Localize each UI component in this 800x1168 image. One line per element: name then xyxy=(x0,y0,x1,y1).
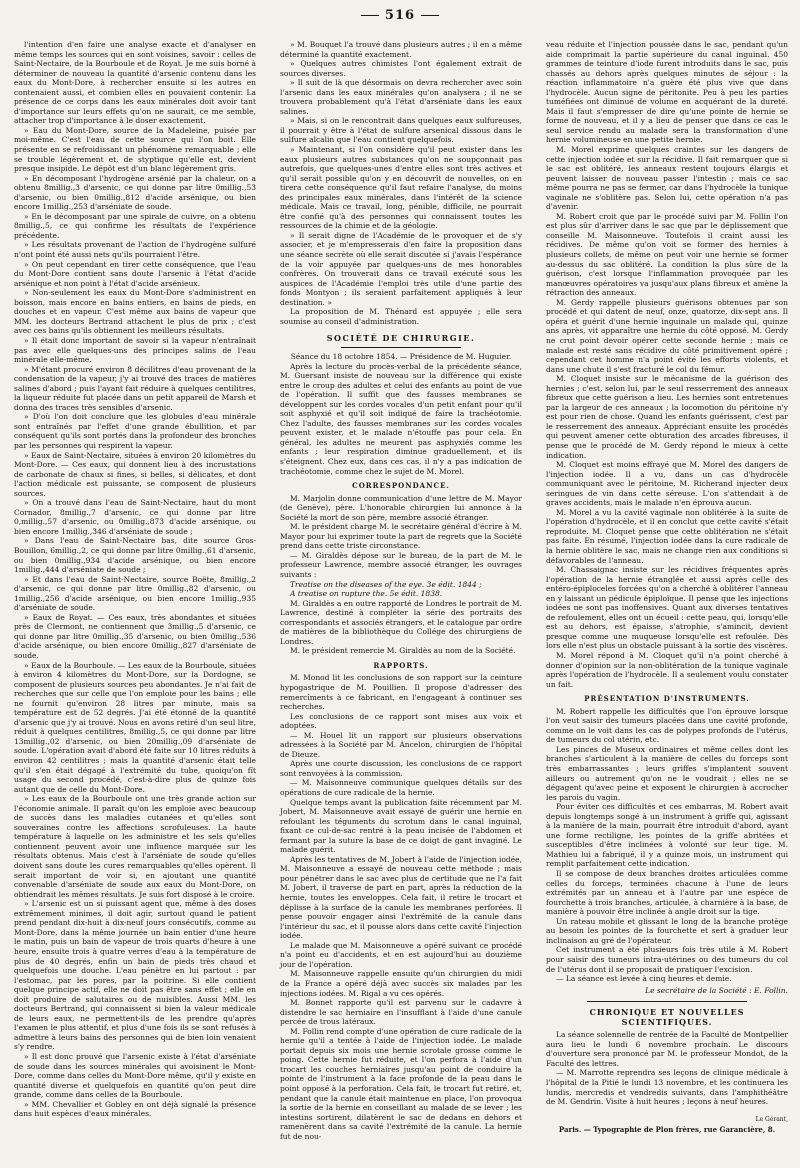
paragraph: » M'étant procuré environ 8 décilitres d'eau provenant de la condensation de la vapeur, j'y ai trouvé des traces de matières salines d'abord ; puis l'ayant fait réduire à quelques centilitres, la liqueur réduite fut placée dans un petit appareil de Marsh et donna des traces très sensibles d'arsenic. xyxy=(14,364,256,412)
paragraph: — M. Marrotte reprendra ses leçons de clinique médicale à l'hôpital de la Pitié le lundi 13 novembre, et les continuera les lundis, mercredis et vendredis suivants, dans l'amphithéâtre de M. Gendrin. Visite à huit heures ; leçons à neuf heures. xyxy=(546,1068,788,1107)
paragraph: Un rateau mobile et glissant le long de la branche protège au besoin les pointes de la fourchette et sert à graduer leur inclinaison au gré de l'opérateur. xyxy=(546,916,788,945)
paragraph: » Eau du Mont-Dore, source de la Madeleine, puisée par moi-même. C'est l'eau de cette source qui l'on boit. Elle présente en se refroidissant un phénomène remarquable ; elle se trouble légèrement et, de styptique qu'elle est, devient presque insipide. Le dépôt est d'un blanc légèrement gris. xyxy=(14,125,256,174)
paragraph: M. Giraldès a en outre rapporté de Londres le portrait de M. Lawrence, destiné à compléter la série des portraits des correspondants et associés étrangers, et le catalogue par ordre de matières de la bibliothèque du Collége des chirurgiens de Londres. xyxy=(280,598,522,646)
seance-end: — La séance est levée à cinq heures et demie. xyxy=(556,974,732,984)
paragraph: Cet instrument a été plusieurs fois très utile à M. Robert pour saisir des tumeurs intra-utérines ou des tumeurs du col de l'utérus dont il se proposait de pratiquer l'excision. xyxy=(546,945,788,974)
paragraph: M. Chassaignac insiste sur les récidives fréquentes après l'opération de la hernie étranglée et aussi après celle des entéro-épiploceles forcées qu'on a cherché à oblitérer l'anneau en y laissant un pédicule épiploïque. Il pense que les injections iodées ne sont pas inoffensives. Quant aux diverses tentatives de refoulement, elles ont un écueil : cette peau, qui, lorsqu'elle est au dehors, est épaisse, s'atrophie, s'amincit, devient presque comme une muqueuse lorsqu'elle est refoulée. Dès lors elle n'est plus un obstacle puissant à la sortie des viscères. xyxy=(546,565,788,651)
paragraph: » Eaux de Royat. — Ces eaux, très abondantes et situées près de Clermont, ne contiennent que 3millig.,5 d'arsenic, ce qui donne par litre 0millig.,35 d'arsenic, ou bien 0millig.,536 d'acide arsénique, ou bien encore 0millig.,827 d'arséniate de soude. xyxy=(14,612,256,660)
book-title: A treatise on rupture the. 5e édit. 1838. xyxy=(290,589,443,599)
paragraph: veau réduite et l'injection poussée dans le sac, pendant qu'un aide comprimait la partie supérieure du canal inguinal. 450 grammes de teinture d'iode furent introduits dans le sac, puis chassés au dehors après quelques minutes de séjour : la réaction inflammatoire n'a guère été plus vive que dans l'hydrocèle. Aucun signe de péritonite. Peu à peu les parties tuméfiées ont diminué de volume en acquérant de la dureté. Mais il faut s'empresser de dire qu'une pointe de hernie se forme de nouveau, et il y a lieu de penser que dans ce cas le seul service rendu au malade sera la transformation d'une hernie volumineuse en une petite hernie. xyxy=(546,40,788,145)
section-title-correspondance: CORRESPONDANCE. xyxy=(352,481,450,491)
paragraph: — M. Maisonneuve communique quelques détails sur des opérations de cure radicale de la hernie. xyxy=(280,778,522,798)
paragraph: M. Robert croit que par le procédé suivi par M. Follin l'on est plus sûr d'arriver dans le sac que par le déplissement que conseille M. Maisonneuve. Toutefois il craint aussi les récidives. De même qu'on voit se former des hernies à plusieurs collets, de même on peut voir une hernie se former au-dessus du sac oblitéré. La condition la plus sûre de la guérison, c'est lorsque l'inflammation provoquée par les manœuvres opératoires va jusqu'aux plans fibreux et amène la rétraction des anneaux. xyxy=(546,211,788,298)
paragraph: M. Monod lit les conclusions de son rapport sur la ceinture hypogastrique de M. Pouillien. Il propose d'adresser des remercîments à ce fabricant, en l'engageant à continuer ses recherches. xyxy=(280,673,522,712)
paragraph: M. Robert rappelle les difficultés que l'on éprouve lorsque l'on veut saisir des tumeurs placées dans une cavité profonde, comme on le voit dans les cas de polypes profonds de l'utérus, de tumeurs du col utérin, etc. xyxy=(546,706,788,745)
paragraph: M. le président charge M. le secrétaire général d'écrire à M. Mayor pour lui exprimer toute la part de regrets que la Société prend dans cette triste circonstance. xyxy=(280,522,522,551)
paragraph: M. Follin rend compte d'une opération de cure radicale de la hernie qu'il a tentée à l'aide de l'injection iodée. Le malade portait depuis six mois une hernie scrotale grosse comme le poing. Cette hernie fut réduite, et l'on perfora à l'aide d'un trocart les couches herniaires jusqu'au point de conduire la pointe de l'instrument à la face profonde de la peau dans le point opposé à la perforation. Cela fait, le trocart fut retiré, et, pendant que la canule était maintenue en place, l'on provoqua la sortie de la hernie en conseillant au malade de se lever ; les intestins sortirent, dilatèrent le sac de dedans en dehors et ramenèrent dans sa cavité l'extrémité de la canule. La hernie fut de nou- xyxy=(280,1026,522,1141)
paragraph: » L'arsenic est un si puissant agent que, même à des doses extrêmement minimes, il doit agir, surtout quand le patient prend pendant dix-huit à dix-neuf jours consécutifs, comme au Mont-Dore, dans la même journée un bain entier d'une heure le matin, puis un bain de vapeur de trois quarts d'heure à une heure, ensuite trois à quatre verres d'eau à la température de plus de 40 degrés, enfin un bain de pieds très chaud et quelquefois une douche. L'eau pénètre en lui partout : par l'estomac, par les pores, par la poitrine. Si elle contient quelque principe actif, elle ne doit pas être sans effet ; elle en doit produire de salutaires ou de nuisibles. Aussi MM. les docteurs Bertrand, qui connaissent si bien la valeur médicale de leurs eaux, ne permettent-ils de les prendre qu'après l'examen le plus attentif, et plus d'une fois ils se sont refusés à admettre à leurs bains des personnes qui de bien loin venaient s'y rendre. xyxy=(14,899,256,1052)
paragraph: Les pinces de Museux ordinaires et même celles dont les branches s'articulent à la manière de celles du forceps sont très embarrassantes ; leurs griffes s'implantent souvent ailleurs ou autrement qu'on ne le voudrait ; elles ne se dégagent qu'avec peine et exposent le chirurgien à accrocher les parois du vagin. xyxy=(546,744,788,802)
book-title: Treatise on the diseases of the eye. 3e édit. 1844 ; xyxy=(290,579,482,589)
paragraph: l'intention d'en faire une analyse exacte et d'analyser en même temps les sources qui en sont voisines, savoir : celles de Saint-Nectaire, de la Bourboule et de Royat. Je me suis borné à déterminer de nouveau la quantité d'arsenic contenu dans les eaux du Mont-Dore, à rechercher ensuite si les autres en contenaient aussi, et combien elles en pouvaient contenir. La présence de ce corps dans les eaux minérales doit avoir tant d'importance sur leurs effets qu'on ne saurait, ce me semble, attacher trop d'importance à le doser exactement. xyxy=(14,40,256,126)
column-2 xyxy=(280,40,522,1141)
paragraph: » Eaux de la Bourboule. — Les eaux de la Bourboule, situées à environ 4 kilomètres du Mont-Dore, sur la Dordogne, se composent de plusieurs sources peu abondantes. Je n'ai fait de recherches que sur celle que l'on emploie pour les bains ; elle ne fournit qu'environ 28 litres par minute, mais sa température est de 52 degrés. J'ai été étonné de la quantité d'arsenic que j'y ai trouvé. Nous en avons retiré d'un seul litre, réduit à quelques centilitres, 8millig.,5, ce qui donne par litre 13millig.,02 d'arsenic, ou bien 20millig.,09 d'arséniate de soude. L'opération avait d'abord été faite sur 10 litres réduits à environ 42 centilitres ; mais la quantité d'arsenic était telle qu'il s'en était dégagé à l'extrémité du tube, quoiqu'on fît usage du second procédé, c'est-à-dire plus de quinze fois autant que de celle du Mont-Dore. xyxy=(14,660,256,794)
paragraph: Après la lecture du procès-verbal de la précédente séance, M. Guersant insiste de nouveau sur la différence qui existe entre le croup des adultes et celui des enfants au point de vue de l'opération. Il suffit que des fausses membranes se développent sur les cordes vocales d'un petit enfant pour qu'il soit asphyxié et qu'il soit indiqué de faire la trachéotomie. Chez l'adulte, des fausses membranes sur les cordes vocales peuvent exister, et le malade n'étouffe pas pour cela. En général, les adultes ne meurent pas asphyxiés comme les enfants ; leur respiration diminue graduellement, et ils s'éteignent. Chez eux, dans ces cas, il n'y a pas indication de trachéotomie, comme chez le sujet de M. Morel. xyxy=(280,361,522,476)
paragraph: » M. Bouquet l'a trouvé dans plusieurs autres ; il en a même déterminé la quantité exactement. xyxy=(280,40,522,59)
paragraph: » Quelques autres chimistes l'ont également extrait de sources diverses. xyxy=(280,59,522,78)
paragraph: » Eaux de Saint-Nectaire, situées à environ 20 kilomètres du Mont-Dore. — Ces eaux, qui donnent lieu à des incrustations de carbonate de chaux si fines, si belles, si délicates, et dont l'action médicale est puissante, se composent de plusieurs sources. xyxy=(14,450,256,498)
paragraph: M. Cloquet est moins effrayé que M. Morel des dangers de l'injection iodée. Il a vu, dans un cas d'hydrocèle communiquant avec le péritoine, M. Richerand injecter deux seringues de vin dans cette séreuse. L'on s'attendait à de graves accidents, mais le malade n'en éprouva aucun. xyxy=(546,460,788,508)
paragraph: » Les eaux de la Bourboule ont une très grande action sur l'économie animale. Il paraît qu'on les emploie avec beaucoup de succès dans les maladies cutanées et qu'elles sont souveraines contre les affections scrofuleuses. La haute température à laquelle on les administre et les sels qu'elles contiennent peuvent avoir une influence marquée sur les résultats obtenus. Mais c'est à l'arséniate de soude qu'elles doivent sans doute les cures remarquables qu'elles opèrent. Il serait important de voir si, en ajoutant une quantité convenable d'arséniate de soude aux eaux du Mont-Dore, on obtiendrait les mêmes résultats. Je suis fort disposé à le croire. xyxy=(14,794,256,899)
section-title-rapports: RAPPORTS. xyxy=(373,660,429,670)
column-3 xyxy=(546,40,788,1135)
paragraph: » MM. Chevallier et Gobley en ont déjà signalé la présence dans huit espèces d'eaux minérales. xyxy=(14,1099,256,1119)
page-number: 516 xyxy=(0,8,800,23)
paragraph: M. Maisonneuve rappelle ensuite qu'un chirurgien du midi de la France a opéré déjà avec succès six malades par les injections iodées. M. Rigal a vu ces opérés. xyxy=(280,969,522,998)
paragraph: Après une courte discussion, les conclusions de ce rapport sont renvoyées à la commission. xyxy=(280,759,522,778)
paragraph: » Il était donc important de savoir si la vapeur n'entraînait pas avec elle quelques-uns des principes salins de l'eau minérale elle-même. xyxy=(14,335,256,365)
paragraph: » Mais, si on le rencontrait dans quelques eaux sulfureuses, il pourrait y être à l'état de sulfure arsenical dissous dans le sulfure alcalin que l'eau contient quelquefois. xyxy=(280,116,522,145)
paragraph: » On peut cependant en tirer cette conséquence, que l'eau du Mont-Dore contient sans doute l'arsenic à l'état d'acide arsénique et non point à l'état d'acide arsénieux. xyxy=(14,259,256,288)
paragraph: La proposition de M. Thénard est appuyée ; elle sera soumise au conseil d'administration. xyxy=(280,307,522,326)
secretary-signature: Le secrétaire de la Société : E. Follin. xyxy=(645,985,788,995)
paragraph: Il se compose de deux branches droites articulées comme celles du forceps, terminées chacune à l'une de leurs extrémités par un anneau et à l'autre par une espèce de fourchette à trois branches, articulée, à charnière à la base, de manière à pouvoir être inclinée à angle droit sur la tige. xyxy=(546,869,788,917)
section-title-chronique: CHRONIQUE ET NOUVELLES SCIENTIFIQUES. xyxy=(589,1007,745,1027)
section-title-society: SOCIÉTÉ DE CHIRURGIE. xyxy=(280,334,522,348)
paragraph: M. Bonnet rapporte qu'il est parvenu sur le cadavre à distendre le sac herniaire en l'insufflant à l'aide d'une canule percée de trous latéraux. xyxy=(280,998,522,1027)
paragraph: » Dans l'eau de Saint-Nectaire bas, dite source Gros-Bouillon, 6millig.,2, ce qui donne par litre 0millig.,61 d'arsenic, ou bien 0millig.,934 d'acide arsénique, ou bien encore 1millig.,444 d'arséniate de soude ; xyxy=(14,536,256,575)
paragraph: » En le décomposant par une spirale de cuivre, on a obtenu 8millig.,5, ce qui confirme les résultats de l'expérience précédente. xyxy=(14,211,256,240)
paragraph: M. le président remercie M. Giraldès au nom de la Société. xyxy=(290,646,516,656)
paragraph: Le malade que M. Maisonneuve a opéré suivant ce procédé n'a point eu d'accidents, et en est aujourd'hui au douzième jour de l'opération. xyxy=(280,940,522,969)
paragraph: La séance solennelle de rentrée de la Faculté de Montpellier aura lieu le lundi 6 novembre prochain. Le discours d'ouverture sera prononcé par M. le professeur Mondot, de la Faculté des lettres. xyxy=(546,1030,788,1068)
paragraph: » On a trouvé dans l'eau de Saint-Nectaire, haut du mont Cornador, 8millig.,7 d'arsenic, ce qui donne par litre 0,millig.,57 d'arsenic, ou 0millig.,873 d'acide arsénique, ou bien encore 1millig.,346 d'arséniate de soude ; xyxy=(14,498,256,536)
printer-line: Paris. — Typographie de Plon frères, rue Garancière, 8. xyxy=(558,1125,776,1135)
paragraph: » Et dans l'eau de Saint-Nectaire, source Boëte, 8millig.,2 d'arsenic, ce qui donne par litre 0millig.,82 d'arsenic, ou 1millig.,256 d'acide arsénique, ou bien encore 1millig.,935 d'arséniate de soude. xyxy=(14,574,256,613)
column-1 xyxy=(14,40,256,1120)
paragraph: Les conclusions de ce rapport sont mises aux voix et adoptées. xyxy=(280,711,522,731)
paragraph: M. Gerdy rappelle plusieurs guérisons obtenues par son procédé et qui datent de neuf, onze, quatorze, dix-sept ans. Il opéra et guérit d'une hernie inguinale un malade qui, quinze ans après, vit apparaître une hernie du côté opposé. M. Gerdy ne crut point devoir opérer cette seconde hernie ; mais ce malade est resté sans récidive du côté primitivement opéré ; cependant cet homme n'a point évité les efforts violents, et dans une chute il s'est fracturé le col du fémur. xyxy=(546,297,788,374)
paragraph: M. Marjolin donne communication d'une lettre de M. Mayor (de Genève), père. L'honorable chirurgien lui annonce à la Société la mort de son père, membre associé étranger. xyxy=(280,493,522,522)
paragraph: Après les tentatives de M. Jobert à l'aide de l'injection iodée, M. Maisonneuve a essayé de nouveau cette méthode ; mais pour pénétrer dans le sac avec plus de certitude que ne l'a fait M. Jobert, il traverse de part en part, après la réduction de la hernie, toutes les enveloppes. Cela fait, il retire le trocart et déplisse à la surface de la canule les membranes perforées. Il pense pouvoir engager ainsi l'extrémité de la canule dans l'intérieur du sac, et il pousse alors dans cette cavité l'injection iodée. xyxy=(280,854,522,941)
paragraph: » En décomposant l'hydrogène arsénié par la chaleur, on a obtenu 8millig.,3 d'arsenic, ce qui donne par litre 0millig.,53 d'arsenic, ou bien 0millig.,812 d'acide arsénique, ou bien encore 1millig.,253 d'arséniate de soude. xyxy=(14,173,256,212)
paragraph: Pour éviter ces difficultés et ces embarras, M. Robert avait depuis longtemps songé à un instrument à griffe qui, agissant à la manière de la main, pourrait être introduit d'abord, ayant une forme rectiligne, les pointes de la griffe abritées et susceptibles d'être inclinées à volonté sur leur tige. M. Mathieu lui a fabriqué, il y a quinze mois, un instrument qui remplit parfaitement cette indication. xyxy=(546,802,788,869)
paragraph: — M. Giraldès dépose sur le bureau, de la part de M. le professeur Lawrence, membre associé étranger, les ouvrages suivants : xyxy=(280,550,522,579)
paragraph: — M. Houel lit un rapport sur plusieurs observations adressées à la Société par M. Ancelon, chirurgien de l'hôpital de Dieuze. xyxy=(280,730,522,759)
paragraph: » Non-seulement les eaux du Mont-Dore s'administrent en boisson, mais encore en bains entiers, en bains de pieds, en douches et en vapeur. C'est même aux bains de vapeur que MM. les docteurs Bertrand attachent le plus de prix ; c'est avec ces bains qu'ils obtiennent les meilleurs résultats. xyxy=(14,288,256,336)
paragraph: M. Cloquet insiste sur le mécanisme de la guérison des hernies ; c'est, selon lui, par le seul resserrement des anneaux fibreux que cette guérison a lieu. Les hernies sont entretenues par la largeur de ces anneaux ; la locomotion du péritoine n'y est pour rien de chose. Quand les enfants guérissent, c'est par le resserrement des anneaux. Appréciant ensuite les procédés qui peuvent amener cette obturation des arcades fibreuses, il pense que le procédé de M. Gerdy répond le mieux à cette indication. xyxy=(546,374,788,460)
paragraph: M. Morel répond à M. Cloquet qu'il n'a point cherché à donner d'opinion sur la non-oblitération de la tunique vaginale après l'opération de l'hydrocèle. Il a seulement voulu constater un fait. xyxy=(546,651,788,689)
paragraph: » Il est donc prouvé que l'arsenic existe à l'état d'arséniate de soude dans les sources minérales qui avoisinent le Mont-Dore, comme dans celles du Mont-Dore même, qu'il y existe en quantité diverse et quelquefois en quantité qu'on peut dire grande, comme dans celles de la Bourboule. xyxy=(14,1051,256,1100)
paragraph: » Maintenant, si l'on considère qu'il peut exister dans les eaux plusieurs autres substances qu'on ne soupçonnait pas autrefois, que quelques-unes d'entre elles sont très actives et qu'il serait possible qu'on y en découvrît de nouvelles, on en tirera cette conséquence qu'il faut refaire l'analyse, du moins des principales eaux minérales, dans l'intérêt de la science médicale. Mais ce travail, long, pénible, difficile, ne pourrait être confié qu'à des personnes qui connaissent toutes les ressources de la chimie et de la géologie. xyxy=(280,145,522,231)
paragraph: » Les résultats provenant de l'action de l'hydrogène sulfuré n'ont point été aussi nets qu'ils pourraient l'être. xyxy=(14,240,256,260)
paragraph: » Il suit de là que désormais on devra rechercher avec soin l'arsenic dans les eaux minérales qu'on analysera ; il ne se trouvera probablement qu'à l'état d'arséniate dans les eaux salines. xyxy=(280,78,522,116)
paragraph: Quelque temps avant la publication faite récemment par M. Jobert, M. Maisonneuve avait essayé de guérir une hernie en refoulant les téguments du scrotum dans le canal inguinal, fixant ce cul-de-sac rentré à la peau incisée de l'abdomen et fermant par la suture la base de ce doigt de gant invaginé. Le malade guérit. xyxy=(280,797,522,855)
section-title-presentation: PRÉSENTATION D'INSTRUMENTS. xyxy=(584,694,750,704)
divider xyxy=(587,1001,747,1002)
paragraph: » D'où l'on doit conclure que les globules d'eau minérale sont entraînés par l'effet d'une grande ébullition, et par conséquent qu'ils sont portés dans la profondeur des bronches par les personnes qui respirent la vapeur. xyxy=(14,412,256,450)
gerant-line: Le Gérant, xyxy=(755,1115,788,1123)
paragraph: M. Morel exprime quelques craintes sur les dangers de cette injection iodée et sur la récidive. Il fait remarquer que si le sac est oblitéré, les anneaux restent toujours élargis et peuvent laisser de nouveau passer l'intestin ; mais ce sac même pourra ne pas se fermer, car dans l'hydrocèle la tunique vaginale ne s'oblitère pas. Selon lui, cette opération n'a pas d'avenir. xyxy=(546,145,788,212)
paragraph: M. Morel a vu la cavité vaginale non oblitérée à la suite de l'opération d'hydrocèle, et il en conclut que cette cavité s'était reproduite. M. Cloquet pense que cette oblitération ne s'était pas faite. En résumé, l'injection iodée dans la cure radicale de la hernie oblitère le sac, mais ne change rien aux conditions si défavorables de l'anneau. xyxy=(546,507,788,565)
seance-line: Séance du 18 octobre 1854. — Présidence de M. Huguier. xyxy=(290,351,512,361)
paragraph: » Il serait digne de l'Académie de le provoquer et de s'y associer, et je m'empresserais d'en faire la proposition dans une séance secrète où elle serait discutée si j'avais l'espérance de la voir appuyée par quelques-uns de mes honorables confrères. On trouverait dans ce travail exécuté sous les auspices de l'Académie l'emploi très utile d'une partie des fonds Montyon ; ils seraient parfaitement appliqués à leur destination. » xyxy=(280,230,522,307)
